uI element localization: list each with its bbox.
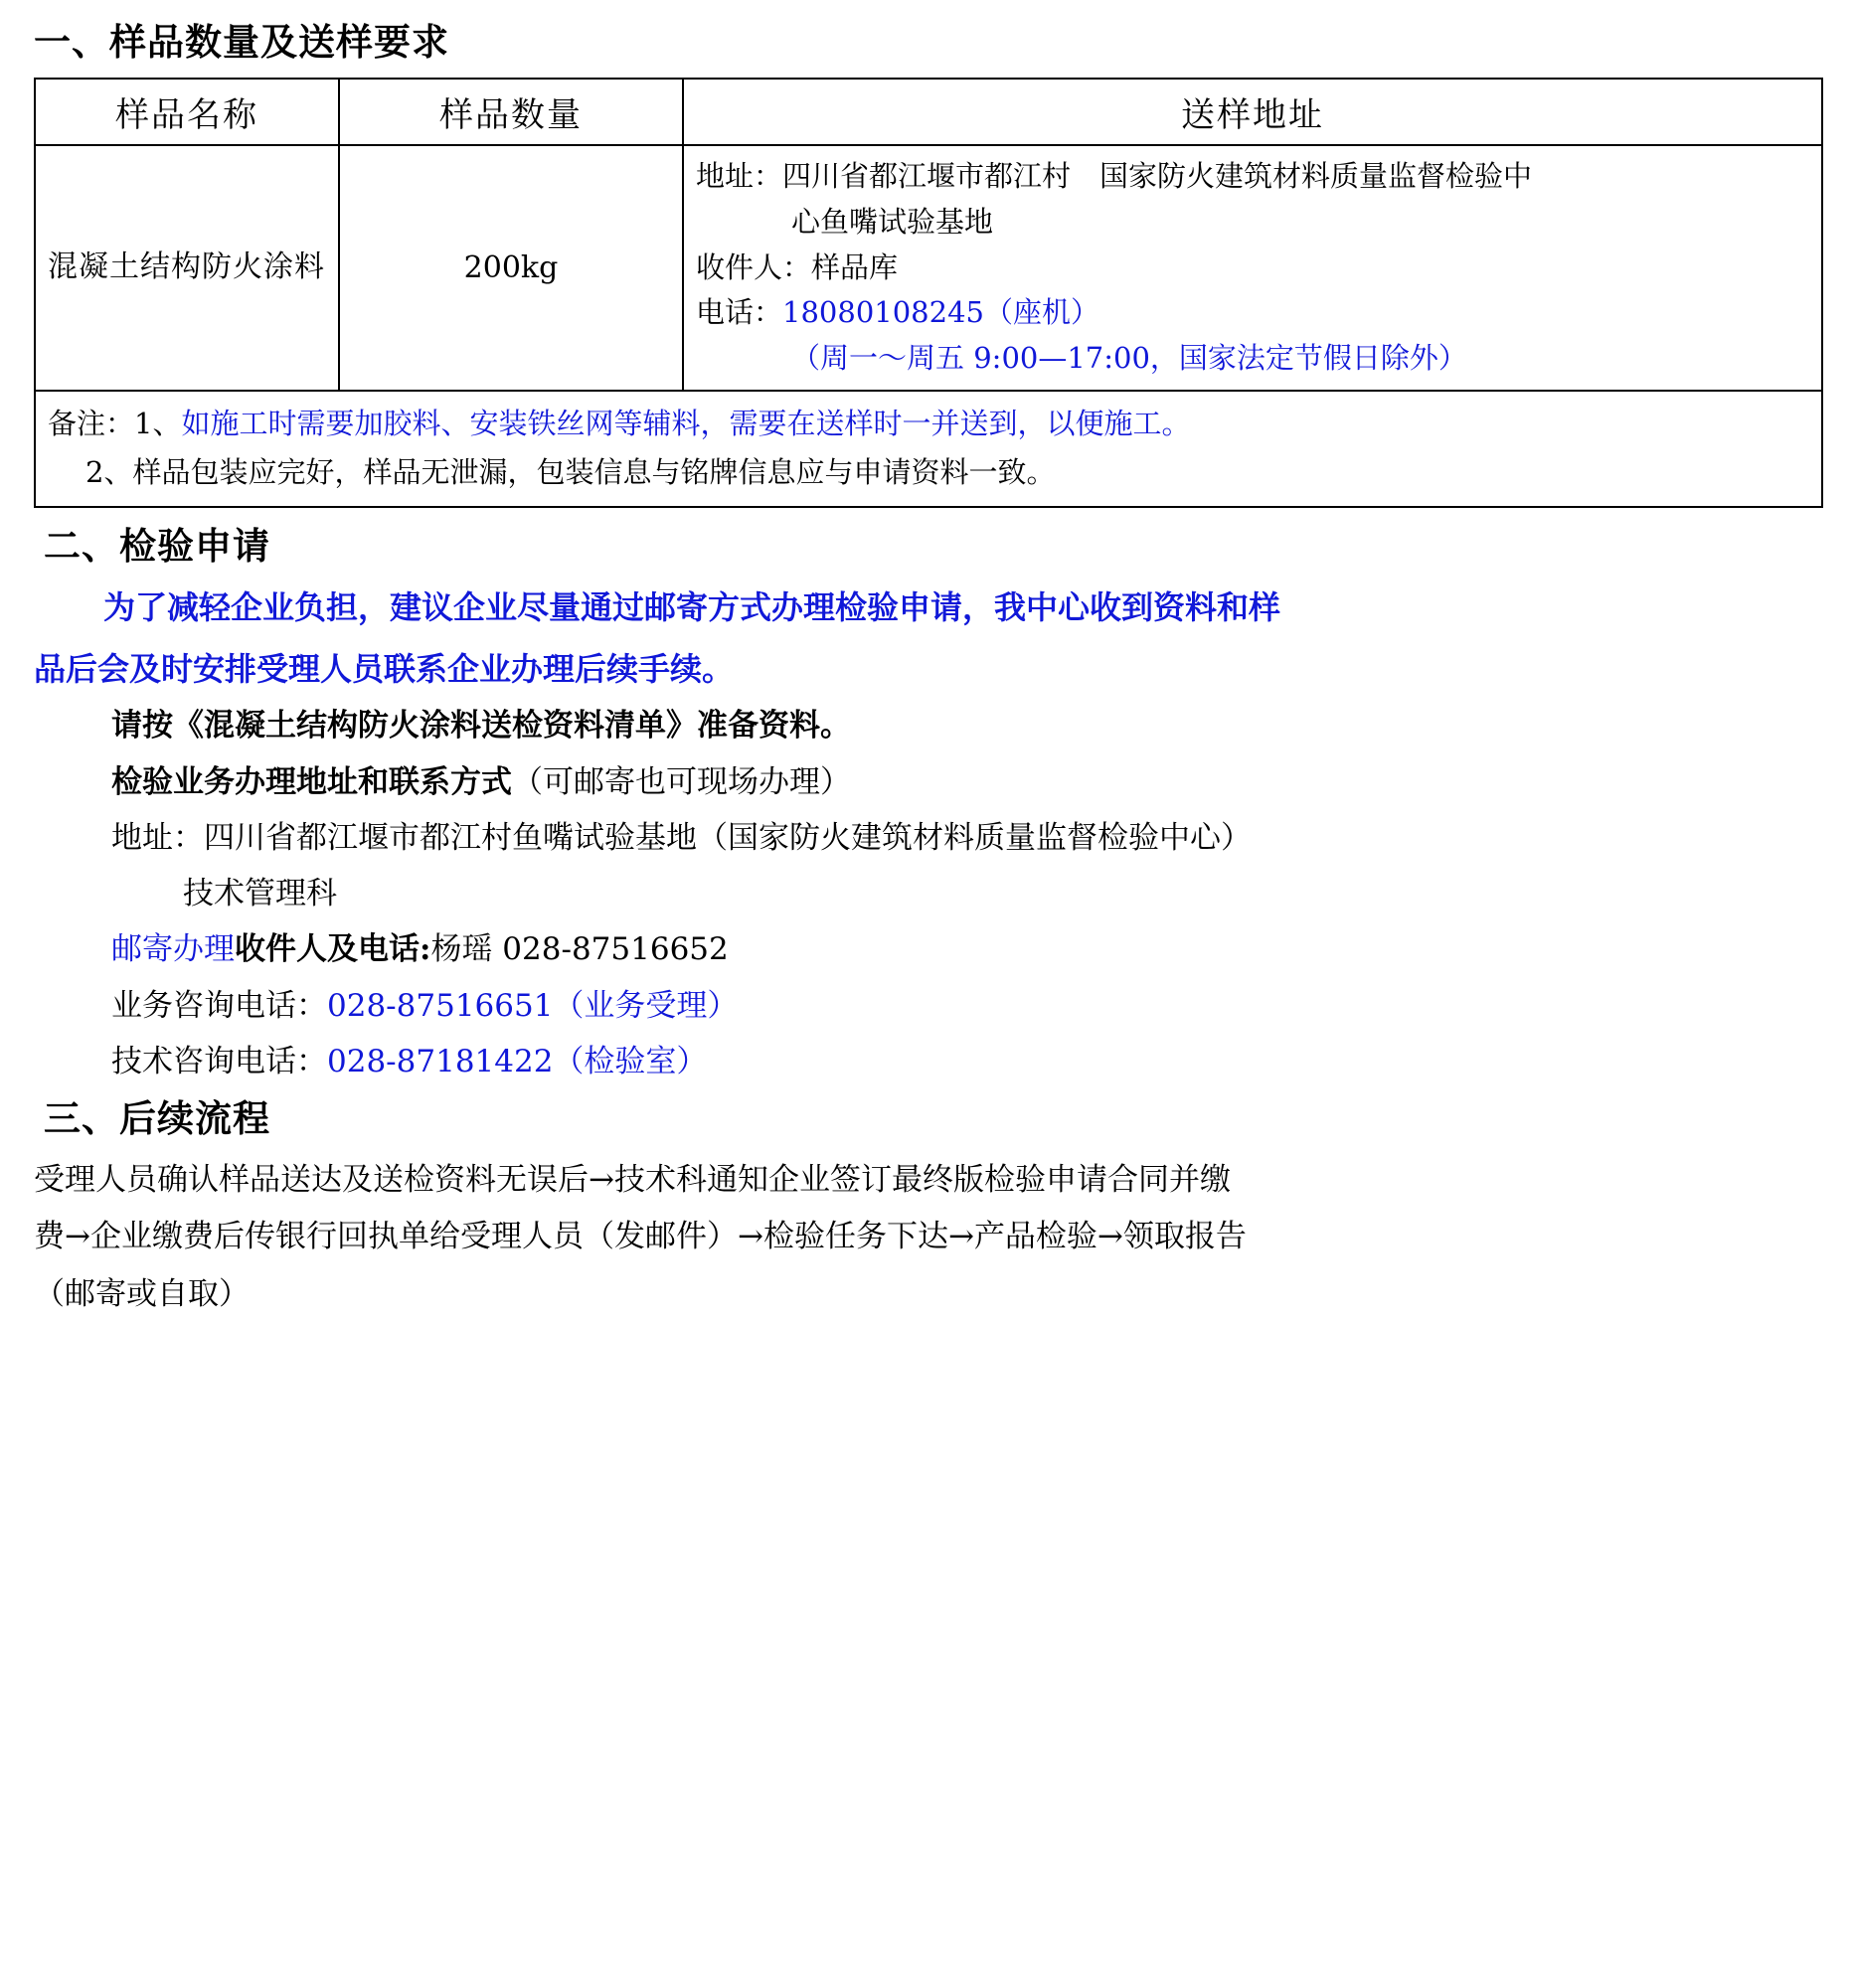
section-title-followup-process: 三、后续流程 (44, 1097, 270, 1140)
column-header-delivery-address: 送样地址 (683, 79, 1822, 145)
note-1-text: 如施工时需要加胶料、安装铁丝网等辅料，需要在送样时一并送到，以便施工。 (181, 407, 1191, 440)
application-paragraph-1-continued: 品后会及时安排受理人员联系企业办理后续手续。 (34, 650, 735, 688)
mail-recipient-label: 收件人及电话 (235, 931, 420, 968)
mail-separator: : (420, 931, 431, 968)
application-address-dept: 技术管理科 (183, 876, 337, 912)
recipient-label: 收件人： (696, 249, 812, 284)
phone-value: 18080108245（座机） (782, 295, 1099, 330)
mail-handling-label: 邮寄办理 (111, 931, 235, 968)
note-line-1 (48, 400, 1809, 448)
column-header-sample-name: 样品名称 (35, 79, 339, 145)
column-header-sample-quantity: 样品数量 (339, 79, 683, 145)
contact-heading-tail: （可邮寄也可现场办理） (512, 763, 851, 800)
technical-phone-label: 技术咨询电话： (111, 1043, 327, 1079)
cell-sample-name: 混凝土结构防火涂料 (35, 145, 339, 391)
address-line-hours: （周一～周五 9:00—17:00，国家法定节假日除外） (791, 341, 1467, 376)
note-2-text: 样品包装应完好，样品无泄漏，包装信息与铭牌信息应与申请资料一致。 (132, 455, 1056, 490)
recipient-value: 样品库 (811, 249, 899, 284)
business-phone-label: 业务咨询电话： (111, 987, 327, 1024)
note-1-number: 1、 (134, 407, 182, 440)
application-mail-handling (34, 924, 1821, 974)
flow-line-1: 受理人员确认样品送达及送检资料无误后→技术科通知企业签订最终版检验申请合同并缴 (34, 1161, 1231, 1198)
technical-phone-value: 028-87181422（检验室） (327, 1043, 708, 1079)
cell-notes (35, 391, 1822, 507)
address-label: 地址： (696, 158, 783, 193)
application-technical-phone (34, 1037, 1821, 1086)
address-line-recipient (696, 246, 1809, 291)
cell-sample-quantity: 200kg (339, 145, 683, 391)
table-header-row (35, 79, 1822, 145)
business-phone-value: 028-87516651（业务受理） (327, 987, 739, 1024)
address-line-1-continued: 心鱼嘴试验基地 (791, 204, 994, 239)
flow-line-2: 费→企业缴费后传银行回执单给受理人员（发邮件）→检验任务下达→产品检验→领取报告 (34, 1219, 1247, 1255)
notes-label: 备注： (48, 407, 135, 440)
application-business-phone (34, 981, 1821, 1031)
sample-info-table (34, 78, 1823, 508)
note-line-2 (48, 448, 1809, 497)
table-row-notes (35, 391, 1822, 507)
application-address-label: 地址： (111, 819, 204, 856)
section-title-sample-requirements: 一、样品数量及送样要求 (34, 21, 449, 64)
mail-recipient-value: 杨瑶 028-87516652 (430, 931, 729, 968)
cell-delivery-address (683, 145, 1822, 391)
application-prepare-documents: 请按《混凝土结构防火涂料送检资料清单》准备资料。 (111, 708, 851, 745)
contact-heading-bold: 检验业务办理地址和联系方式 (111, 763, 512, 800)
address-line-1 (696, 154, 1809, 200)
application-address-line (34, 813, 1821, 863)
phone-label: 电话： (696, 295, 783, 330)
application-address-value: 四川省都江堰市都江村鱼嘴试验基地（国家防火建筑材料质量监督检验中心） (204, 819, 1252, 856)
application-contact-heading (34, 757, 1821, 807)
address-value: 四川省都江堰市都江村 国家防火建筑材料质量监督检验中 (782, 158, 1533, 193)
section-title-inspection-application: 二、检验申请 (44, 524, 270, 568)
address-line-phone (696, 290, 1809, 336)
application-paragraph-1: 为了减轻企业负担，建议企业尽量通过邮寄方式办理检验申请，我中心收到资料和样 (103, 587, 1281, 626)
flow-line-3: （邮寄或自取） (34, 1275, 250, 1312)
note-2-number: 2、 (85, 455, 133, 490)
table-row (35, 145, 1822, 391)
